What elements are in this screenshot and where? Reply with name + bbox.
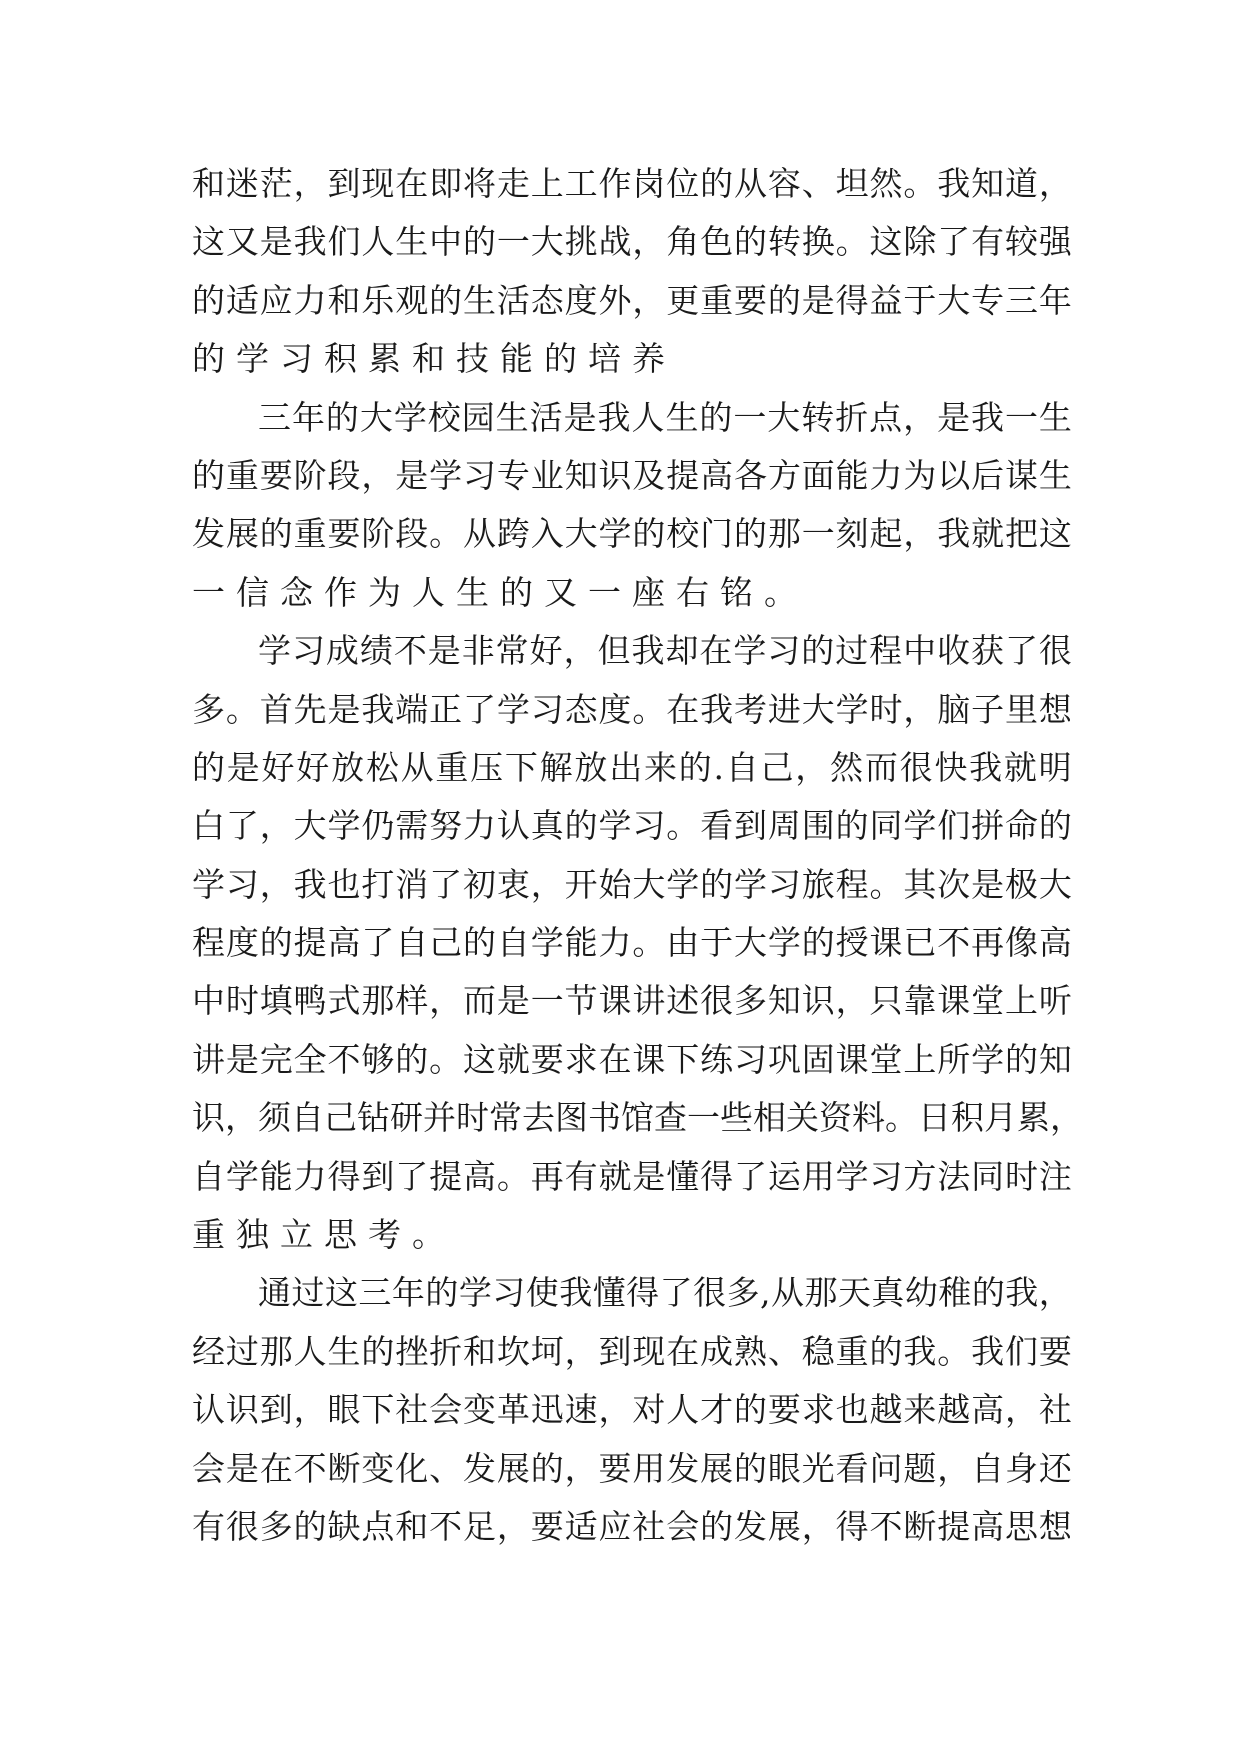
text-line: 三 年 的 大 学 校 园 生 活 是 我 人 生 的 一 大 转 折 点 ， 是 我 一 生	[258, 397, 1072, 437]
paragraph	[192, 1264, 1072, 1556]
text-line: 重独立思考。	[192, 1215, 456, 1255]
text-line: 认 识 到 ， 眼 下 社 会 变 革 迅 速 ， 对 人 才 的 要 求 也 越 来 越 高 ， 社	[192, 1390, 1072, 1430]
paragraph	[192, 622, 1083, 1264]
text-line: 学 习 ， 我 也 打 消 了 初 衷 ， 开 始 大 学 的 学 习 旅 程 。 其 次 是 极 大	[192, 864, 1072, 904]
text-line: 的 重 要 阶 段 ， 是 学 习 专 业 知 识 及 提 高 各 方 面 能 力 为 以 后 谋 生	[192, 455, 1072, 495]
text-line: 一信念作为人生的又一座右铭。	[192, 572, 808, 612]
text-line: 这 又 是 我 们 人 生 中 的 一 大 挑 战 ， 角 色 的 转 换 。 这 除 了 有 较 强	[192, 222, 1072, 262]
text-line: 有 很 多 的 缺 点 和 不 足 ， 要 适 应 社 会 的 发 展 ， 得 不 断 提 高 思 想	[192, 1506, 1072, 1546]
text-line: 自 学 能 力 得 到 了 提 高 。 再 有 就 是 懂 得 了 运 用 学 习 方 法 同 时 注	[192, 1156, 1072, 1196]
text-line: 会 是 在 不 断 变 化 、 发 展 的 ， 要 用 发 展 的 眼 光 看 问 题 ， 自 身 还	[192, 1448, 1072, 1488]
text-line: 白 了 ， 大 学 仍 需 努 力 认 真 的 学 习 。 看 到 周 围 的 同 学 们 拼 命 的	[192, 806, 1072, 846]
text-line: 的 是 好 好 放 松 从 重 压 下 解 放 出 来 的 . 自 己 ， 然 而 很 快 我 就 明	[192, 747, 1072, 787]
text-line: 经 过 那 人 生 的 挫 折 和 坎 坷 ， 到 现 在 成 熟 、 稳 重 的 我 。 我 们 要	[192, 1331, 1072, 1371]
paragraph	[192, 389, 1072, 623]
text-line: 识 ， 须 自 己 钻 研 并 时 常 去 图 书 馆 查 一 些 相 关 资 料 。 日 积 月 累 ，	[192, 1098, 1083, 1138]
text-line: 多 。 首 先 是 我 端 正 了 学 习 态 度 。 在 我 考 进 大 学 时 ， 脑 子 里 想	[192, 689, 1072, 729]
text-line: 学 习 成 绩 不 是 非 常 好 ， 但 我 却 在 学 习 的 过 程 中 收 获 了 很	[258, 631, 1072, 671]
text-line: 的 适 应 力 和 乐 观 的 生 活 态 度 外 ， 更 重 要 的 是 得 益 于 大 专 三 年	[192, 280, 1072, 320]
text-line: 的学习积累和技能的培养	[192, 339, 676, 379]
text-line: 发 展 的 重 要 阶 段 。 从 跨 入 大 学 的 校 门 的 那 一 刻 起 ， 我 就 把 这	[192, 514, 1072, 554]
document-body	[192, 155, 1083, 1556]
text-line: 讲 是 完 全 不 够 的 。 这 就 要 求 在 课 下 练 习 巩 固 课 堂 上 所 学 的 知	[192, 1039, 1072, 1079]
text-line: 通 过 这 三 年 的 学 习 使 我 懂 得 了 很 多 , 从 那 天 真 幼 稚 的 我 ，	[258, 1273, 1072, 1313]
text-line: 和 迷 茫 ， 到 现 在 即 将 走 上 工 作 岗 位 的 从 容 、 坦 然 。 我 知 道 ，	[192, 164, 1072, 203]
text-line: 中 时 填 鸭 式 那 样 ， 而 是 一 节 课 讲 述 很 多 知 识 ， 只 靠 课 堂 上 听	[192, 981, 1072, 1021]
paragraph	[192, 155, 1072, 389]
text-line: 程 度 的 提 高 了 自 己 的 自 学 能 力 。 由 于 大 学 的 授 课 已 不 再 像 高	[192, 923, 1072, 963]
